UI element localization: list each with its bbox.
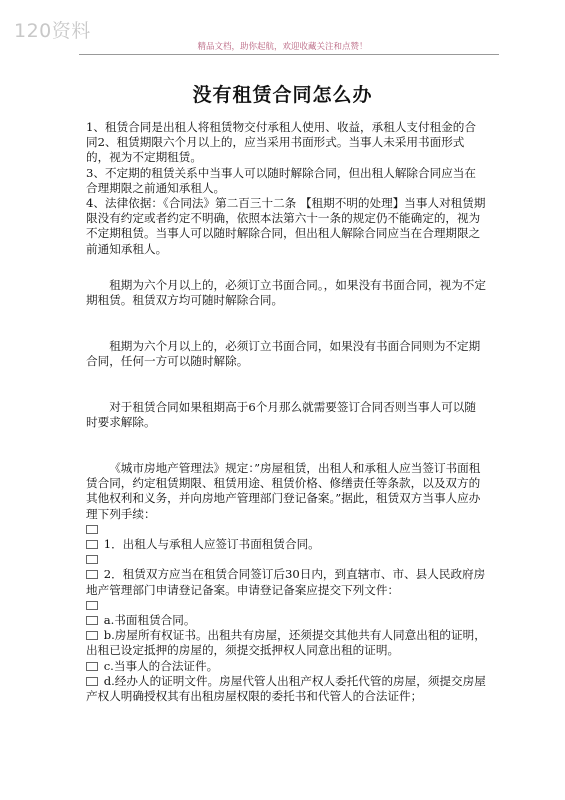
paragraph-3-text: 租期为六个月以上的，必须订立书面合同，如果没有书面合同则为不定期合同，任何一方可以随时解除。 [86, 339, 481, 369]
list-item-c-text: c.当事人的合法证件。 [103, 658, 219, 673]
watermark-logo: 120资料 [14, 20, 91, 42]
placeholder-box [86, 662, 98, 671]
list-spacer-2 [86, 552, 486, 567]
placeholder-box [86, 555, 98, 564]
placeholder-box [86, 677, 98, 686]
list-item-b-text: b.房屋所有权证书。出租共有房屋，还须提交其他共有人同意出租的证明，出租已设定抵押的房屋的，须提交抵押权人同意出租的证明。 [86, 628, 486, 658]
placeholder-box [86, 601, 98, 610]
list-item-d [86, 674, 486, 704]
paragraph-5-text: 《城市房地产管理法》规定：”房屋租赁，出租人和承租人应当签订书面租赁合同，约定租赁期限、租赁用途、租赁价格、修缮责任等条款，以及双方的其他权利和义务，并向房地产管理部门登记备案。”据此，租赁双方当事人应办理下列手续： [86, 461, 481, 521]
intro-paragraph-2: 3、不定期的租赁关系中当事人可以随时解除合同，但出租人解除合同应当在合理期限之前通知承租人。 [86, 165, 476, 195]
paragraph-5 [86, 461, 486, 704]
list-spacer-3 [86, 598, 486, 613]
placeholder-box [86, 540, 98, 549]
header-divider [79, 54, 499, 55]
list-item-c [86, 659, 486, 674]
list-item-b [86, 628, 486, 658]
placeholder-box [86, 525, 98, 534]
list-item-2-text: 2．租赁双方应当在租赁合同签订后30日内，到直辖市、市、县人民政府房地产管理部门申请登记备案。申请登记备案应提交下列文件： [86, 567, 486, 597]
list-item-a-text: a.书面租赁合同。 [103, 613, 196, 628]
intro-paragraph-1: 1、租赁合同是出租人将租赁物交付承租人使用、收益，承租人支付租金的合同2、租赁期限六个月以上的，应当采用书面形式。当事人未采用书面形式的，视为不定期租赁。 [86, 120, 476, 165]
intro-section [86, 120, 486, 257]
document-title: 没有租赁合同怎么办 [192, 84, 373, 106]
list-item-2 [86, 567, 486, 597]
header-note: 精品文档，助你起航，欢迎收藏关注和点赞！ [197, 42, 368, 52]
placeholder-box [86, 631, 98, 640]
paragraph-2-text: 租期为六个月以上的，必须订立书面合同。，如果没有书面合同，视为不定期租赁。租赁双方均可随时解除合同。 [86, 278, 486, 308]
intro-paragraph-3: 4、法律依据：《合同法》第二百三十二条 【租期不明的处理】当事人对租赁期限没有约定或者约定不明确，依照本法第六十一条的规定仍不能确定的，视为不定期租赁。当事人可以随时解除合同，但出租人解除合同应当在合理期限之前通知承租人。 [86, 196, 486, 256]
list-item-a [86, 613, 486, 628]
list-spacer-1 [86, 522, 486, 537]
placeholder-box [86, 570, 98, 579]
list-item-d-text: d.经办人的证明文件。房屋代管人出租产权人委托代管的房屋，须提交房屋产权人明确授权其有出租房屋权限的委托书和代管人的合法证件； [86, 673, 486, 704]
paragraph-4 [86, 400, 486, 430]
placeholder-box [86, 616, 98, 625]
list-item-1 [86, 537, 486, 552]
list-item-1-text: 1．出租人与承租人应签订书面租赁合同。 [103, 537, 320, 552]
paragraph-4-text: 对于租赁合同如果租期高于6个月那么就需要签订合同否则当事人可以随时要求解除。 [86, 400, 476, 430]
paragraph-2 [86, 278, 486, 308]
paragraph-3 [86, 339, 486, 369]
